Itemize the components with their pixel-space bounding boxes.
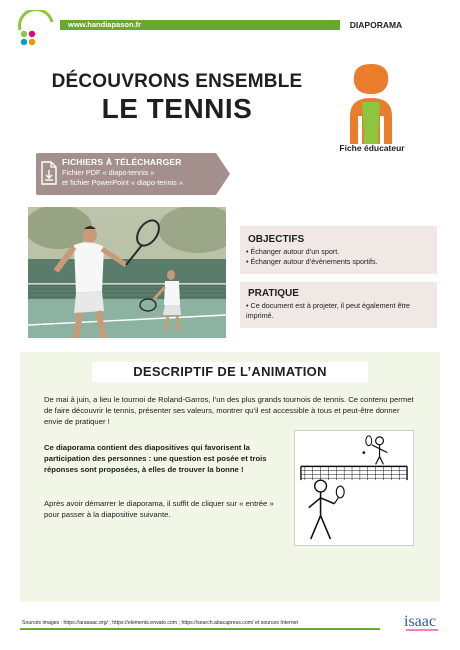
objectifs-item: • Échanger autour d’évènements sportifs. bbox=[246, 257, 378, 266]
tennis-pictogram bbox=[294, 430, 414, 546]
download-file-icon bbox=[40, 161, 58, 185]
download-box[interactable] bbox=[36, 153, 216, 195]
pratique-text: • Ce document est à projeter, il peut également être imprimé. bbox=[246, 301, 410, 320]
header-tag: DIAPORAMA bbox=[340, 19, 412, 31]
objectifs-item: • Échanger autour d’un sport. bbox=[246, 247, 340, 256]
educator-person-icon bbox=[340, 62, 402, 144]
handiapason-logo bbox=[14, 10, 58, 48]
footer-line bbox=[20, 628, 380, 630]
objectifs-list bbox=[246, 247, 378, 267]
descriptif-title: DESCRIPTIF DE L’ANIMATION bbox=[92, 362, 368, 382]
isaac-logo bbox=[402, 606, 442, 636]
download-arrow bbox=[216, 153, 230, 195]
descriptif-paragraph-3: Après avoir démarrer le diaporama, il suffit de cliquer sur « entrée » pour passer à la diapositive suivante. bbox=[44, 499, 274, 519]
download-line1: Fichier PDF « diapo-tennis » bbox=[62, 168, 155, 177]
pratique-title: PRATIQUE bbox=[248, 288, 299, 299]
objectifs-title: OBJECTIFS bbox=[248, 234, 305, 245]
page-title-line1: DÉCOUVRONS ENSEMBLE bbox=[51, 71, 303, 92]
tennis-photo bbox=[28, 207, 226, 338]
header-url[interactable]: www.handiapason.fr bbox=[68, 20, 142, 29]
fiche-educateur-label: Fiche éducateur bbox=[339, 143, 405, 153]
descriptif-paragraph-1: De mai à juin, a lieu le tournoi de Roland-Garros, l’un des plus grands tournois de tennis. Ce contenu permet de faire découvrir le tennis, présenter ses valeurs, montrer qu’il est accessible à tous et peut-être donner envie de pratiquer ! bbox=[44, 395, 414, 426]
page-title-line2: LE TENNIS bbox=[101, 93, 253, 124]
descriptif-paragraph-2: Ce diaporama contient des diapositives qui favorisent la participation des personnes : une question est posée et trois réponses sont proposées, à elles de trouver la bonne ! bbox=[44, 443, 267, 474]
footer-sources: Sources images : https://arasaac.org/ ; https://elements.envato.com ; https://search.abacapress.com/ et sources Internet bbox=[22, 620, 298, 626]
download-title: FICHIERS À TÉLÉCHARGER bbox=[62, 157, 182, 167]
download-text bbox=[62, 168, 185, 188]
download-line2: et fichier PowerPoint « diapo-tennis ». bbox=[62, 178, 185, 187]
isaac-logo-text: isaac bbox=[404, 613, 436, 630]
